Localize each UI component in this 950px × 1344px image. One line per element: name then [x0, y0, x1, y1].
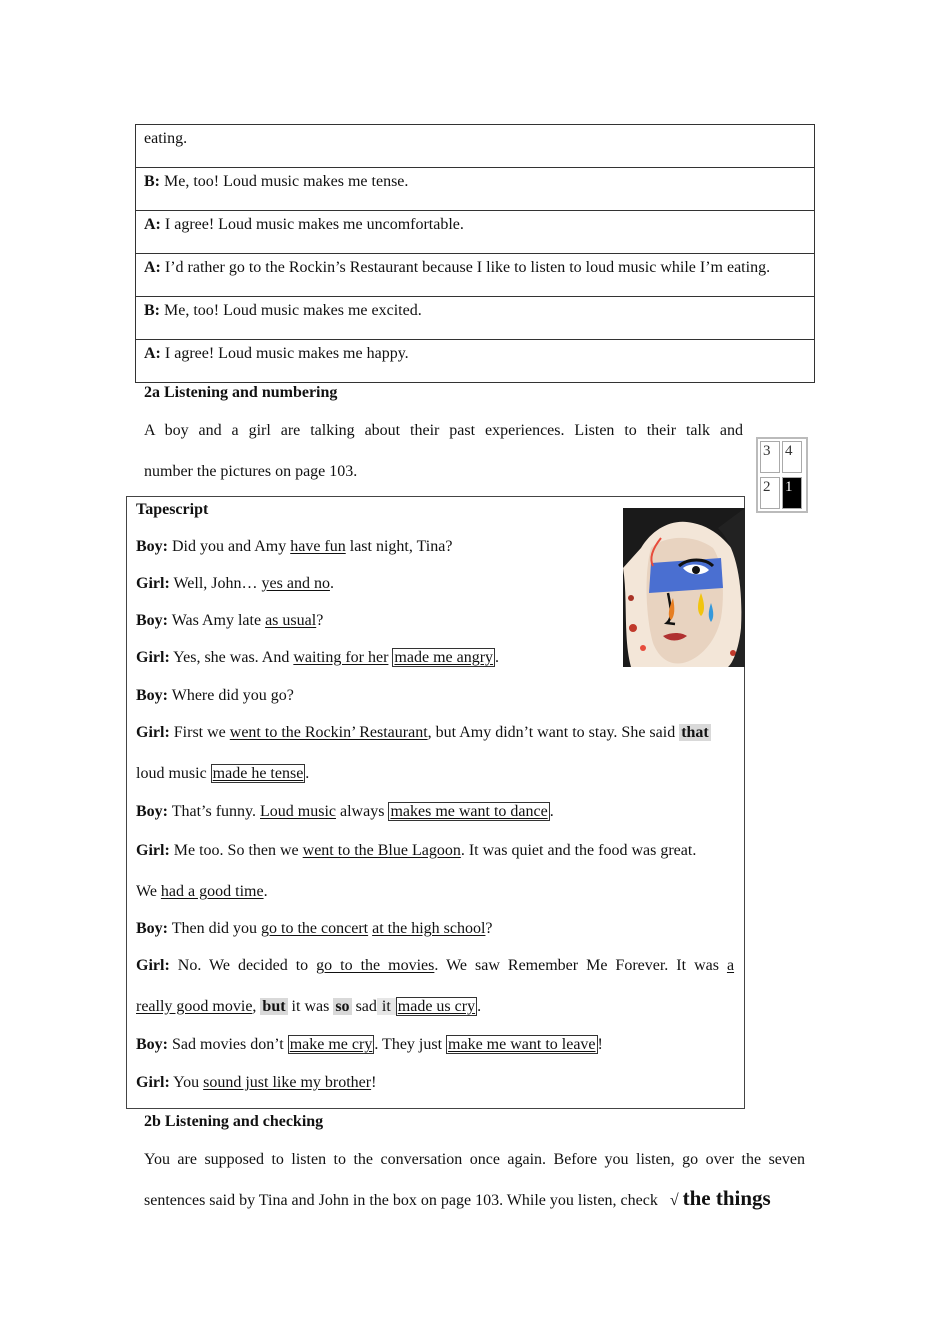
tapescript-line: Boy: Then did you go to the concert at the high school?: [136, 920, 493, 937]
tapescript-line: Boy: That’s funny. Loud music always makes me want to dance .: [136, 803, 554, 820]
dialogue-row: B: Me, too! Loud music makes me tense.: [136, 167, 814, 210]
tapescript-line: Girl: Yes, she was. And waiting for her made me angry .: [136, 649, 500, 666]
section-2b-heading: 2b Listening and checking: [144, 1113, 324, 1130]
tapescript-box: [126, 496, 745, 1109]
tapescript-line: Girl: No. We decided to go to the movies. We saw Remember Me Forever. It was a: [136, 957, 735, 974]
dialogue-row: eating.: [144, 130, 188, 147]
tapescript-line: Girl: First we went to the Rockin’ Restaurant, but Amy didn’t want to stay. She said that: [136, 724, 709, 741]
tapescript-line: Boy: Was Amy late as usual?: [136, 612, 324, 629]
section-2a-line2: number the pictures on page 103.: [144, 463, 358, 480]
tapescript-line: We had a good time.: [136, 883, 268, 900]
dialogue-row: A: I agree! Loud music makes me happy.: [136, 339, 814, 382]
dialogue-row: A: I agree! Loud music makes me uncomfortable.: [136, 210, 814, 253]
grid-cell-selected[interactable]: 1: [782, 477, 802, 509]
section-2a-heading: 2a Listening and numbering: [144, 384, 338, 401]
section-2b-line1: You are supposed to listen to the conversation once again. Before you listen, go over the seven: [144, 1151, 805, 1168]
tapescript-line: Girl: You sound just like my brother!: [136, 1074, 377, 1091]
dialogue-table: [135, 124, 815, 383]
check-mark-icon: √: [669, 1192, 679, 1209]
tapescript-line: Girl: Well, John… yes and no.: [136, 575, 334, 592]
tapescript-line: Boy: Where did you go?: [136, 687, 294, 704]
tapescript-line: Boy: Sad movies don’t make me cry . They just make me want to leave !: [136, 1036, 603, 1053]
picture-number-grid[interactable]: [756, 437, 808, 513]
section-2b-line2: sentences said by Tina and John in the box on page 103. While you listen, check √ the things: [144, 1186, 771, 1210]
tapescript-line: really good movie, but it was so sad it made us cry .: [136, 998, 482, 1015]
face-portrait-illustration: [623, 508, 745, 667]
grid-cell[interactable]: 4: [782, 441, 802, 473]
grid-cell[interactable]: 2: [760, 477, 780, 509]
tapescript-line: Girl: Me too. So then we went to the Blue Lagoon. It was quiet and the food was great.: [136, 842, 697, 859]
tapescript-line: loud music made he tense .: [136, 765, 310, 782]
dialogue-row: B: Me, too! Loud music makes me excited.: [136, 296, 814, 339]
section-2a-line1: A boy and a girl are talking about their past experiences. Listen to their talk and: [144, 422, 743, 439]
grid-cell[interactable]: 3: [760, 441, 780, 473]
tapescript-line: Boy: Did you and Amy have fun last night, Tina?: [136, 538, 453, 555]
dialogue-row: A: I’d rather go to the Rockin’s Restaurant because I like to listen to loud music while I’m eating.: [136, 253, 814, 296]
tapescript-title: Tapescript: [136, 501, 209, 518]
